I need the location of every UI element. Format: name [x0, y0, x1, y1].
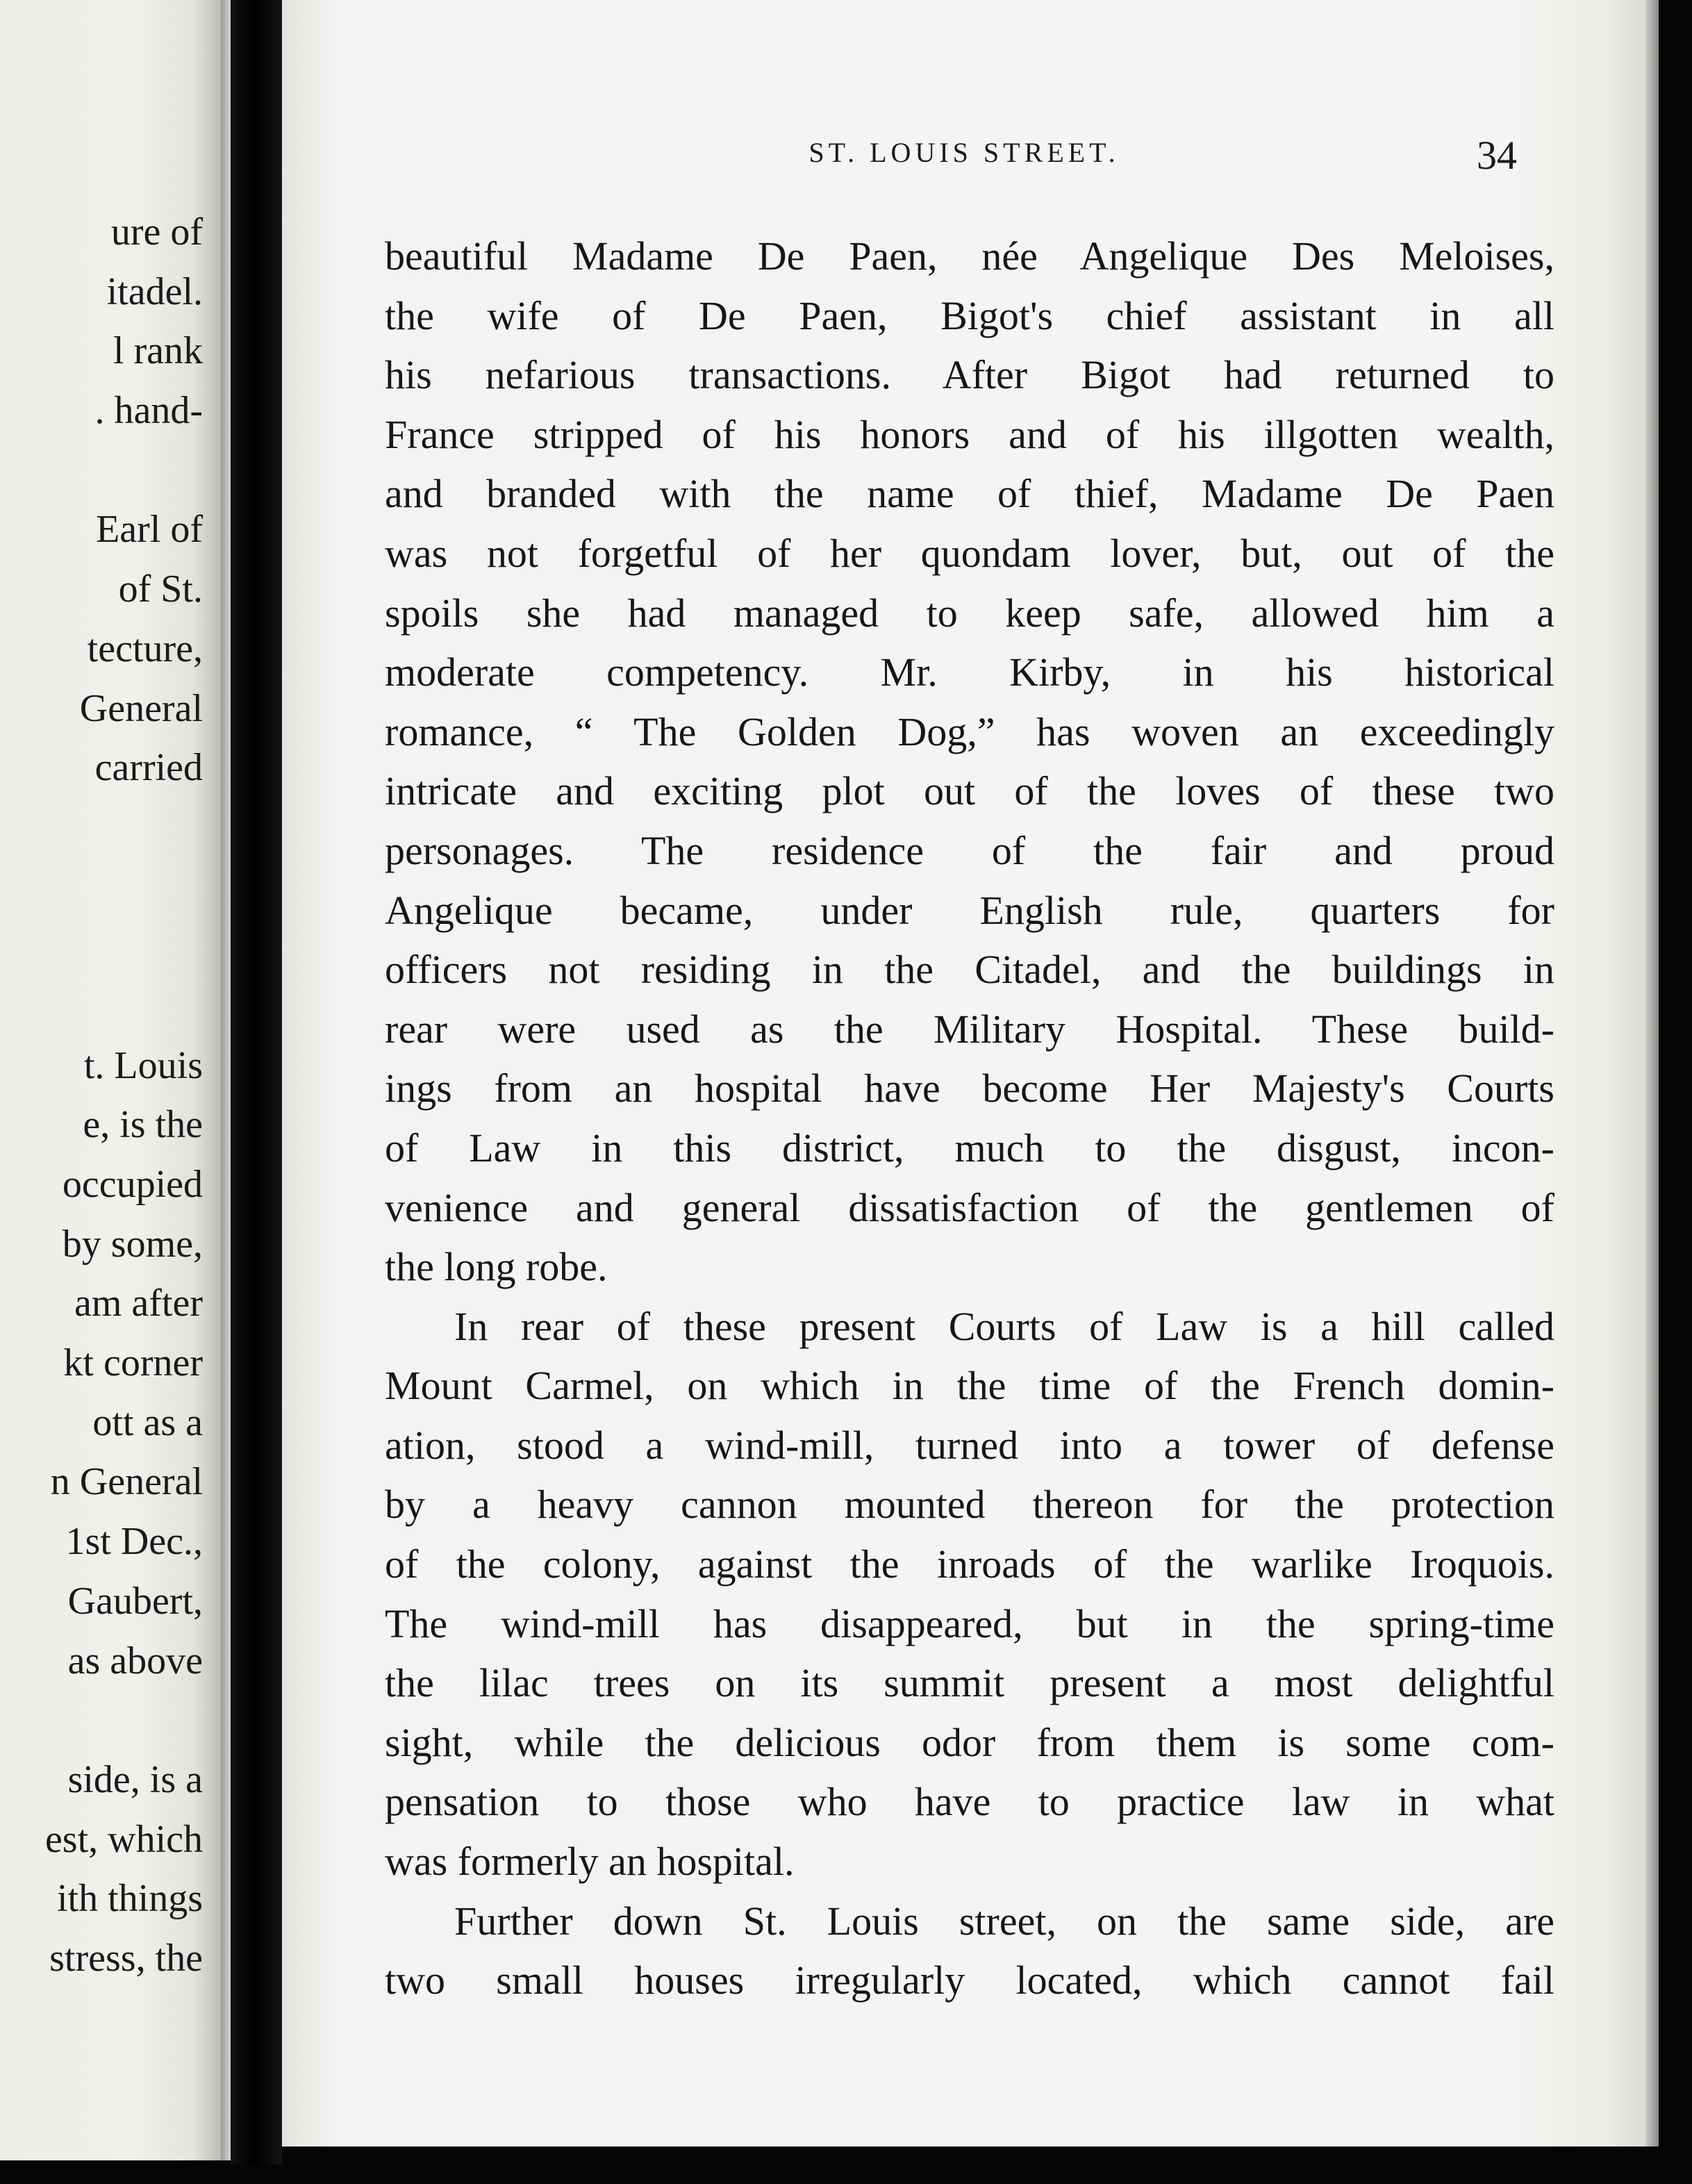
previous-page-line: kt corner [63, 1341, 203, 1385]
previous-page-line: Earl of [96, 508, 203, 552]
previous-page-line [0, 441, 203, 501]
text-line: was formerly an hospital. [385, 1839, 795, 1885]
previous-page-line: by some, [62, 1222, 203, 1266]
text-line: two small houses irregularly located, which cannot fail [385, 1958, 1554, 2003]
text-line: romance, “ The Golden Dog,” has woven an exceedingly [385, 709, 1554, 754]
text-line: sight, while the delicious odor from them is some com- [385, 1719, 1554, 1765]
paragraph-first-line: Further down St. Louis street, on the same side, are [454, 1898, 1554, 1944]
text-line: personages. The residence of the fair and proud [385, 827, 1554, 873]
text-line: the wife of De Paen, Bigot's chief assistant in all [385, 292, 1554, 338]
previous-page-fragment [0, 0, 221, 2160]
previous-page-line: Gaubert, [67, 1579, 203, 1623]
previous-page-line: tecture, [87, 627, 203, 670]
previous-page-line [0, 858, 203, 918]
text-line: Mount Carmel, on which in the time of the French domin- [385, 1363, 1554, 1409]
text-line: by a heavy cannon mounted thereon for the protection [385, 1482, 1554, 1528]
text-line: ation, stood a wind-mill, turned into a tower of defense [385, 1422, 1554, 1468]
text-line: the lilac trees on its summit present a most delightful [385, 1660, 1554, 1706]
previous-page-line: 1st Dec., [65, 1520, 203, 1564]
previous-page-line: ott as a [92, 1400, 203, 1444]
previous-page-line [0, 917, 203, 977]
text-line: of the colony, against the inroads of the warlike Iroquois. [385, 1541, 1554, 1587]
text-line: moderate competency. Mr. Kirby, in his historical [385, 650, 1554, 695]
text-line: was not forgetful of her quondam lover, but, out of the [385, 530, 1554, 576]
running-head: ST. LOUIS STREET. [808, 137, 1120, 168]
text-line: venience and general dissatisfaction of the gentlemen of [385, 1184, 1554, 1230]
text-line: Angelique became, under English rule, quarters for [385, 887, 1554, 933]
text-line: of Law in this district, much to the disgust, incon- [385, 1125, 1554, 1170]
text-line: the long robe. [385, 1244, 608, 1290]
previous-page-line: ith things [56, 1877, 203, 1921]
text-line: ings from an hospital have become Her Majesty's Courts [385, 1066, 1554, 1111]
page-body [385, 226, 1554, 2010]
previous-page-line: as above [67, 1639, 203, 1682]
text-line: and branded with the name of thief, Madame De Paen [385, 471, 1554, 517]
text-line: The wind-mill has disappeared, but in the spring-time [385, 1600, 1554, 1646]
previous-page-text [0, 203, 203, 1989]
page-curl-shadow [221, 0, 231, 2160]
text-line: his nefarious transactions. After Bigot had returned to [385, 352, 1554, 398]
previous-page-line: n General [50, 1460, 203, 1504]
previous-page-line [0, 977, 203, 1036]
current-page [282, 0, 1646, 2146]
previous-page-line: stress, the [49, 1936, 203, 1980]
previous-page-line: side, is a [67, 1757, 203, 1801]
previous-page-line: t. Louis [83, 1043, 203, 1087]
book-gutter [231, 0, 282, 2165]
text-line: spoils she had managed to keep safe, allowed him a [385, 590, 1554, 636]
previous-page-line: . hand- [94, 389, 203, 433]
previous-page-line: ure of [110, 210, 203, 254]
text-line: rear were used as the Military Hospital. These build- [385, 1006, 1554, 1052]
previous-page-line [0, 798, 203, 858]
page-edge [1646, 0, 1659, 2146]
previous-page-line: est, which [44, 1817, 203, 1861]
previous-page-line: of St. [118, 568, 203, 611]
previous-page-line [0, 1691, 203, 1751]
text-line: France stripped of his honors and of his illgotten wealth, [385, 411, 1554, 457]
page-number: 34 [1477, 133, 1517, 178]
text-line: officers not residing in the Citadel, and the buildings in [385, 947, 1554, 993]
previous-page-line: occupied [62, 1163, 203, 1206]
previous-page-line: am after [74, 1282, 203, 1325]
text-line: pensation to those who have to practice law in what [385, 1779, 1554, 1825]
previous-page-line: itadel. [106, 270, 203, 313]
previous-page-line: l rank [113, 329, 203, 373]
text-line: intricate and exciting plot out of the loves of these two [385, 768, 1554, 814]
previous-page-line: e, is the [83, 1103, 203, 1147]
text-line: beautiful Madame De Paen, née Angelique Des Meloises, [385, 233, 1554, 279]
previous-page-line: carried [94, 746, 203, 790]
previous-page-line: General [79, 686, 203, 730]
paragraph-first-line: In rear of these present Courts of Law is a hill called [454, 1303, 1554, 1349]
